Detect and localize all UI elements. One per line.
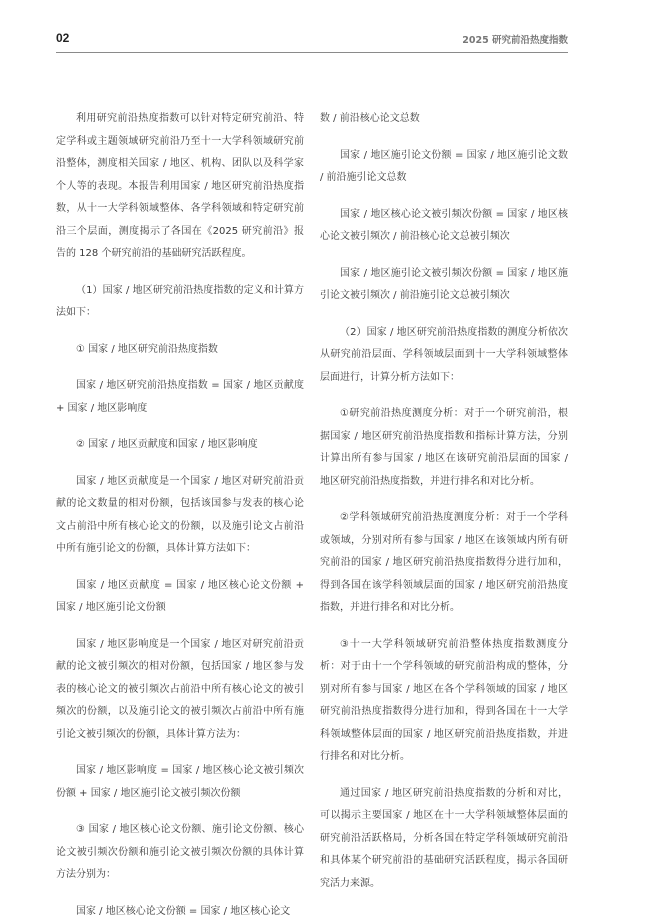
paragraph: ① 国家 / 地区研究前沿热度指数 bbox=[56, 339, 304, 362]
paragraph: 利用研究前沿热度指数可以针对特定研究前沿、特定学科或主题领域研究前沿乃至十一大学科领域研究前沿整体，测度相关国家 / 地区、机构、团队以及科学家个人等的表现。本报告利用国家 / 地区研究前沿热度指数，从十一大学科领域整体、各学科领域和特定研究前沿三个层面，测度揭示了各国在《2025 研究前沿》报告的 128 个研究前沿的基础研究活跃程度。 bbox=[56, 108, 304, 266]
paragraph: （1）国家 / 地区研究前沿热度指数的定义和计算方法如下： bbox=[56, 280, 304, 325]
formula: 国家 / 地区施引论文被引频次份额 = 国家 / 地区施引论文被引频次 / 前沿施引论文总被引频次 bbox=[320, 263, 568, 308]
formula: 国家 / 地区核心论文份额 = 国家 / 地区核心论文 bbox=[56, 901, 304, 923]
paragraph: ③ 国家 / 地区核心论文份额、施引论文份额、核心论文被引频次份额和施引论文被引频次份额的具体计算方法分别为： bbox=[56, 819, 304, 887]
formula: 国家 / 地区研究前沿热度指数 = 国家 / 地区贡献度 + 国家 / 地区影响度 bbox=[56, 375, 304, 420]
paragraph: ①研究前沿热度测度分析：对于一个研究前沿，根据国家 / 地区研究前沿热度指数和指标计算方法，分别计算出所有参与国家 / 地区在该研究前沿层面的国家 / 地区研究前沿热度指数，并进行排名和对比分析。 bbox=[320, 403, 568, 493]
formula-continuation: 数 / 前沿核心论文总数 bbox=[320, 108, 568, 131]
paragraph: 通过国家 / 地区研究前沿热度指数的分析和对比，可以揭示主要国家 / 地区在十一大学科领域整体层面的研究前沿活跃格局，分析各国在特定学科领域研究前沿和具体某个研究前沿的基础研究活跃程度，揭示各国研究活力来源。 bbox=[320, 783, 568, 896]
paragraph: 国家 / 地区影响度是一个国家 / 地区对研究前沿贡献的论文被引频次的相对份额，包括国家 / 地区参与发表的核心论文的被引频次占前沿中所有核心论文的被引频次的份额，以及施引论文的被引频次占前沿中所有施引论文被引频次的份额，具体计算方法为： bbox=[56, 634, 304, 747]
page-number: 02 bbox=[56, 31, 69, 45]
formula: 国家 / 地区施引论文份额 = 国家 / 地区施引论文数 / 前沿施引论文总数 bbox=[320, 145, 568, 190]
formula: 国家 / 地区影响度 = 国家 / 地区核心论文被引频次份额 + 国家 / 地区施引论文被引频次份额 bbox=[56, 760, 304, 805]
paragraph: （2）国家 / 地区研究前沿热度指数的测度分析依次从研究前沿层面、学科领域层面到十一大学科领域整体层面进行，计算分析方法如下： bbox=[320, 322, 568, 390]
page-header bbox=[56, 30, 568, 53]
paragraph: ③十一大学科领域研究前沿整体热度指数测度分析：对于由十一个学科领域的研究前沿构成的整体，分别对所有参与国家 / 地区在各个学科领域的国家 / 地区研究前沿热度指数得分进行加和，得到各国在十一大学科领域整体层面的国家 / 地区研究前沿热度指数，并进行排名和对比分析。 bbox=[320, 634, 568, 769]
paragraph: ②学科领域研究前沿热度测度分析：对于一个学科或领域，分别对所有参与国家 / 地区在该领域内所有研究前沿的国家 / 地区研究前沿热度指数得分进行加和，得到各国在该学科领域层面的国家 / 地区研究前沿热度指数，并进行排名和对比分析。 bbox=[320, 507, 568, 620]
paragraph: ② 国家 / 地区贡献度和国家 / 地区影响度 bbox=[56, 434, 304, 457]
formula: 国家 / 地区核心论文被引频次份额 = 国家 / 地区核心论文被引频次 / 前沿核心论文总被引频次 bbox=[320, 204, 568, 249]
right-column bbox=[320, 108, 568, 895]
report-title: 2025 研究前沿热度指数 bbox=[462, 32, 568, 46]
paragraph: 国家 / 地区贡献度是一个国家 / 地区对研究前沿贡献的论文数量的相对份额，包括该国参与发表的核心论文占前沿中所有核心论文的份额，以及施引论文占前沿中所有施引论文的份额，具体计算方法如下： bbox=[56, 471, 304, 561]
formula: 国家 / 地区贡献度 = 国家 / 地区核心论文份额 + 国家 / 地区施引论文份额 bbox=[56, 575, 304, 620]
left-column bbox=[56, 108, 304, 923]
